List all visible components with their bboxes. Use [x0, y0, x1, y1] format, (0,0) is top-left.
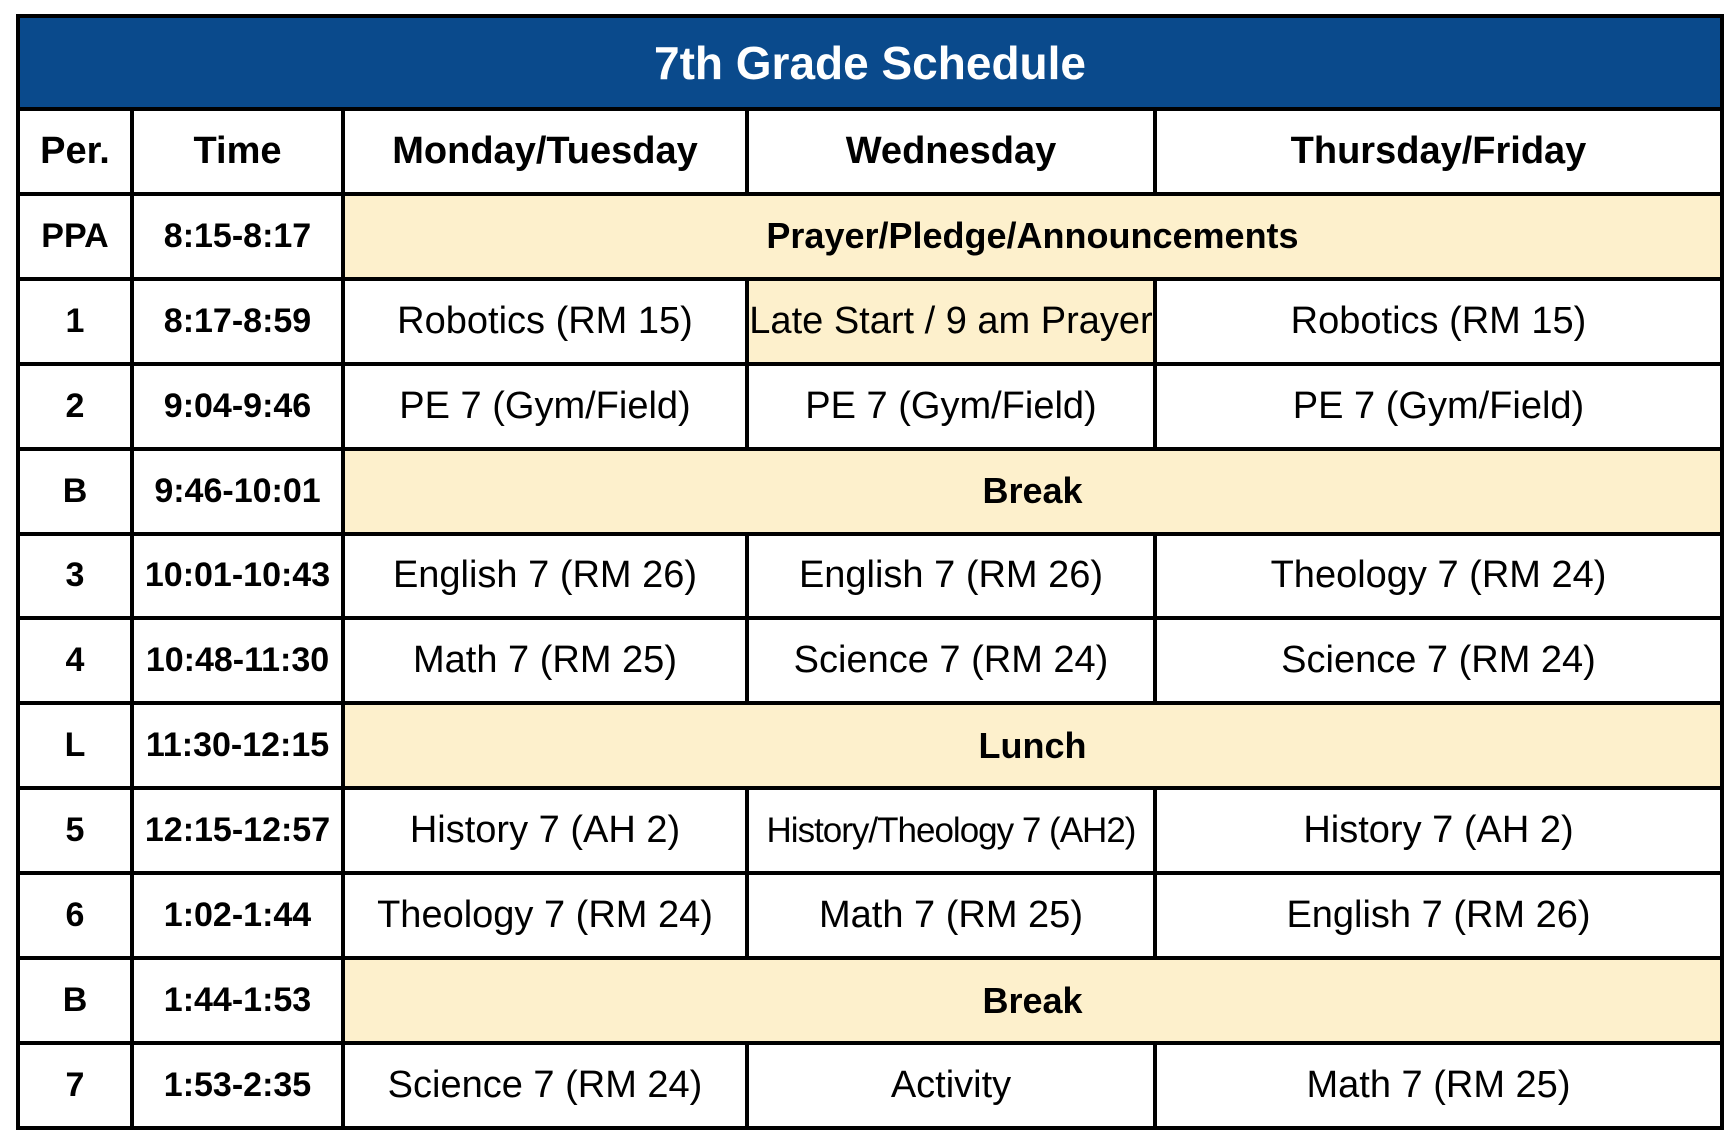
thursday-friday-cell: Theology 7 (RM 24) — [1155, 534, 1722, 619]
time-cell: 1:44-1:53 — [132, 958, 343, 1043]
table-row — [18, 788, 1722, 873]
time-cell: 10:01-10:43 — [132, 534, 343, 619]
table-row — [18, 364, 1722, 449]
header-monday-tuesday: Monday/Tuesday — [343, 109, 747, 194]
thursday-friday-cell: PE 7 (Gym/Field) — [1155, 364, 1722, 449]
header-period: Per. — [18, 109, 132, 194]
all-days-cell: Prayer/Pledge/Announcements — [343, 194, 1722, 279]
table-row — [18, 703, 1722, 788]
thursday-friday-cell: Robotics (RM 15) — [1155, 279, 1722, 364]
thursday-friday-cell: Math 7 (RM 25) — [1155, 1043, 1722, 1128]
time-cell: 1:53-2:35 — [132, 1043, 343, 1128]
schedule-table — [16, 14, 1724, 1130]
period-cell: 3 — [18, 534, 132, 619]
period-cell: B — [18, 449, 132, 534]
wednesday-cell: History/Theology 7 (AH2) — [747, 788, 1155, 873]
header-row — [18, 109, 1722, 194]
wednesday-cell: Math 7 (RM 25) — [747, 873, 1155, 958]
monday-tuesday-cell: Theology 7 (RM 24) — [343, 873, 747, 958]
period-cell: 5 — [18, 788, 132, 873]
table-row — [18, 958, 1722, 1043]
thursday-friday-cell: Science 7 (RM 24) — [1155, 618, 1722, 703]
monday-tuesday-cell: Science 7 (RM 24) — [343, 1043, 747, 1128]
time-cell: 8:15-8:17 — [132, 194, 343, 279]
time-cell: 10:48-11:30 — [132, 618, 343, 703]
wednesday-cell: PE 7 (Gym/Field) — [747, 364, 1155, 449]
period-cell: 6 — [18, 873, 132, 958]
header-time: Time — [132, 109, 343, 194]
wednesday-cell: Late Start / 9 am Prayer — [747, 279, 1155, 364]
table-row — [18, 1043, 1722, 1128]
period-cell: 2 — [18, 364, 132, 449]
time-cell: 1:02-1:44 — [132, 873, 343, 958]
time-cell: 9:46-10:01 — [132, 449, 343, 534]
period-cell: PPA — [18, 194, 132, 279]
all-days-cell: Break — [343, 449, 1722, 534]
thursday-friday-cell: English 7 (RM 26) — [1155, 873, 1722, 958]
time-cell: 12:15-12:57 — [132, 788, 343, 873]
period-cell: B — [18, 958, 132, 1043]
header-wednesday: Wednesday — [747, 109, 1155, 194]
table-row — [18, 194, 1722, 279]
monday-tuesday-cell: Robotics (RM 15) — [343, 279, 747, 364]
title-row — [18, 16, 1722, 109]
time-cell: 8:17-8:59 — [132, 279, 343, 364]
table-row — [18, 279, 1722, 364]
wednesday-cell: English 7 (RM 26) — [747, 534, 1155, 619]
monday-tuesday-cell: English 7 (RM 26) — [343, 534, 747, 619]
all-days-cell: Break — [343, 958, 1722, 1043]
schedule-title: 7th Grade Schedule — [18, 16, 1722, 109]
all-days-cell: Lunch — [343, 703, 1722, 788]
monday-tuesday-cell: Math 7 (RM 25) — [343, 618, 747, 703]
wednesday-cell: Science 7 (RM 24) — [747, 618, 1155, 703]
monday-tuesday-cell: History 7 (AH 2) — [343, 788, 747, 873]
table-row — [18, 873, 1722, 958]
period-cell: 7 — [18, 1043, 132, 1128]
wednesday-cell: Activity — [747, 1043, 1155, 1128]
table-row — [18, 449, 1722, 534]
table-row — [18, 618, 1722, 703]
thursday-friday-cell: History 7 (AH 2) — [1155, 788, 1722, 873]
period-cell: 1 — [18, 279, 132, 364]
table-row — [18, 534, 1722, 619]
period-cell: L — [18, 703, 132, 788]
period-cell: 4 — [18, 618, 132, 703]
time-cell: 11:30-12:15 — [132, 703, 343, 788]
header-thursday-friday: Thursday/Friday — [1155, 109, 1722, 194]
time-cell: 9:04-9:46 — [132, 364, 343, 449]
monday-tuesday-cell: PE 7 (Gym/Field) — [343, 364, 747, 449]
